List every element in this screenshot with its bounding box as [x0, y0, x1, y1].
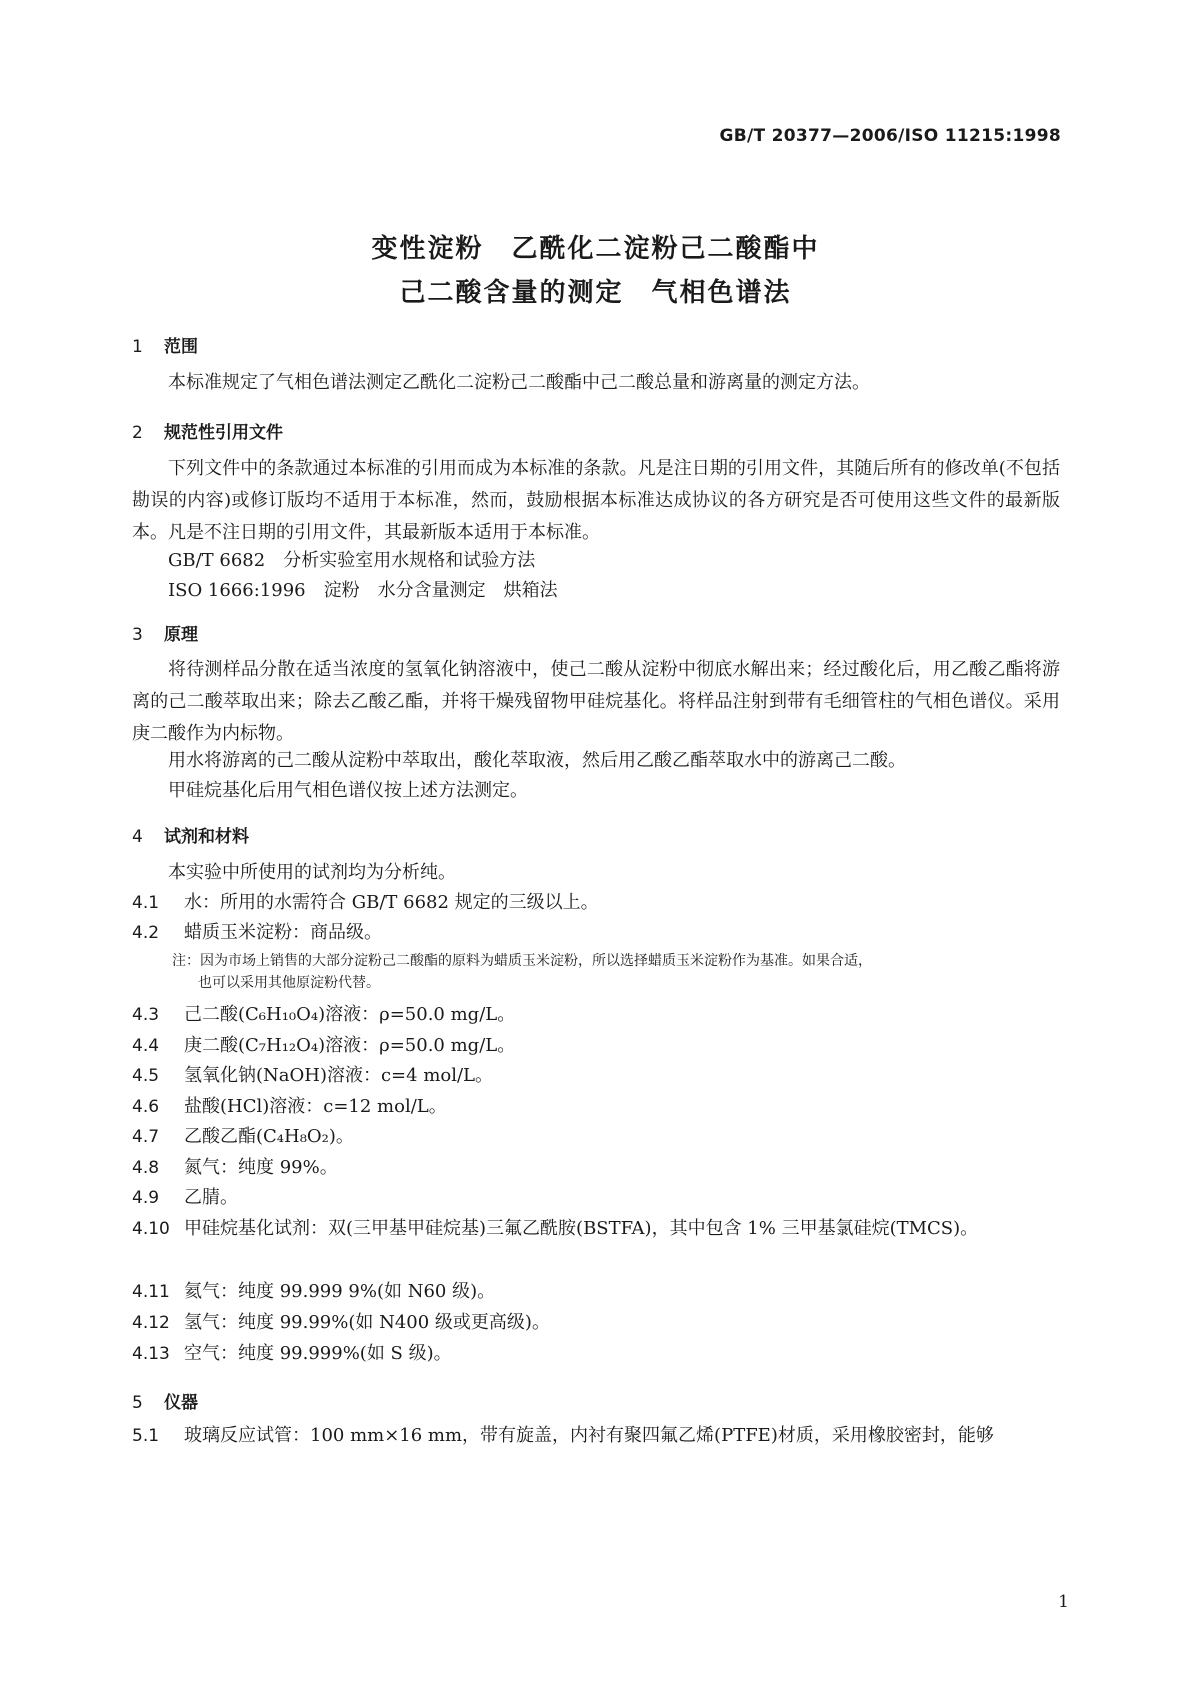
item-text: 氮气：纯度 99%。	[184, 1157, 338, 1178]
list-item	[132, 1060, 1060, 1092]
section-title: 原理	[164, 625, 198, 645]
list-item	[132, 1121, 1060, 1153]
section-number: 3	[132, 625, 143, 645]
list-item	[132, 1338, 1060, 1370]
list-item	[132, 1030, 1060, 1062]
section-heading-5	[132, 1388, 198, 1413]
list-item	[132, 1091, 1060, 1123]
item-text: 空气：纯度 99.999%(如 S 级)。	[184, 1343, 452, 1364]
item-number: 4.2	[132, 923, 160, 943]
section-title: 范围	[164, 337, 198, 357]
note	[172, 950, 1060, 994]
standard-code: GB/T 20377—2006/ISO 11215:1998	[719, 126, 1061, 146]
list-item	[132, 887, 1060, 919]
item-number: 4.9	[132, 1188, 160, 1208]
item-number: 4.10	[132, 1219, 170, 1239]
item-text: 玻璃反应试管：100 mm×16 mm，带有旋盖，内衬有聚四氟乙烯(PTFE)材质，采用橡胶密封，能够	[184, 1425, 994, 1446]
item-number: 4.6	[132, 1097, 160, 1117]
item-text: 水：所用的水需符合 GB/T 6682 规定的三级以上。	[184, 892, 599, 913]
item-text: 甲硅烷基化试剂：双(三甲基甲硅烷基)三氟乙酰胺(BSTFA)，其中包含 1% 三甲基氯硅烷(TMCS)。	[184, 1218, 979, 1239]
section-heading-4	[132, 822, 249, 847]
item-text: 乙酸乙酯(C₄H₈O₂)。	[184, 1126, 354, 1147]
document-title-line2: 己二酸含量的测定 气相色谱法	[399, 278, 792, 308]
section-number: 2	[132, 423, 143, 443]
section-number: 1	[132, 337, 143, 357]
note-line-2: 也可以采用其他原淀粉代替。	[198, 975, 380, 991]
list-item	[132, 1182, 1060, 1214]
section-number: 5	[132, 1393, 143, 1413]
section-3-paragraph-3: 甲硅烷基化后用气相色谱仪按上述方法测定。	[168, 780, 528, 801]
section-3-paragraph-2: 用水将游离的己二酸从淀粉中萃取出，酸化萃取液，然后用乙酸乙酯萃取水中的游离己二酸。	[168, 750, 906, 771]
item-text: 氢气：纯度 99.99%(如 N400 级或更高级)。	[184, 1312, 550, 1333]
item-text: 庚二酸(C₇H₁₂O₄)溶液：ρ=50.0 mg/L。	[184, 1035, 516, 1056]
item-number: 4.13	[132, 1344, 170, 1364]
document-title-line1: 变性淀粉 乙酰化二淀粉己二酸酯中	[371, 234, 820, 264]
section-3-paragraph-1: 将待测样品分散在适当浓度的氢氧化钠溶液中，使己二酸从淀粉中彻底水解出来；经过酸化后，用乙酸乙酯将游离的己二酸萃取出来；除去乙酸乙酯，并将干燥残留物甲硅烷基化。将样品注射到带有毛细管柱的气相色谱仪。采用庚二酸作为内标物。	[132, 659, 1060, 744]
section-title: 试剂和材料	[164, 827, 249, 847]
list-item	[132, 917, 1060, 949]
item-text: 氦气：纯度 99.999 9%(如 N60 级)。	[184, 1281, 496, 1302]
item-text: 氢氧化钠(NaOH)溶液：c=4 mol/L。	[184, 1065, 493, 1086]
section-title: 仪器	[164, 1393, 198, 1413]
item-text: 盐酸(HCl)溶液：c=12 mol/L。	[184, 1096, 447, 1117]
item-number: 4.11	[132, 1282, 170, 1302]
item-text: 乙腈。	[184, 1187, 238, 1208]
section-heading-3	[132, 620, 198, 645]
section-title: 规范性引用文件	[164, 423, 283, 443]
page-number: 1	[1058, 1592, 1069, 1612]
section-1-text: 本标准规定了气相色谱法测定乙酰化二淀粉己二酸酯中己二酸总量和游离量的测定方法。	[168, 372, 870, 393]
list-item	[132, 1213, 1060, 1245]
list-item	[132, 1307, 1060, 1339]
section-2-text: 下列文件中的条款通过本标准的引用而成为本标准的条款。凡是注日期的引用文件，其随后所有的修改单(不包括勘误的内容)或修订版均不适用于本标准，然而，鼓励根据本标准达成协议的各方研究是否可使用这些文件的最新版本。凡是不注日期的引用文件，其最新版本适用于本标准。	[132, 458, 1060, 543]
section-heading-2	[132, 418, 283, 443]
section-heading-1	[132, 332, 198, 357]
normative-reference-2: ISO 1666:1996 淀粉 水分含量测定 烘箱法	[168, 580, 558, 601]
section-4-intro: 本实验中所使用的试剂均为分析纯。	[168, 862, 456, 883]
item-number: 4.3	[132, 1005, 160, 1025]
item-number: 4.12	[132, 1313, 170, 1333]
item-text: 己二酸(C₆H₁₀O₄)溶液：ρ=50.0 mg/L。	[184, 1004, 516, 1025]
item-number: 4.5	[132, 1066, 160, 1086]
list-item	[132, 1152, 1060, 1184]
item-number: 4.7	[132, 1127, 160, 1147]
item-number: 5.1	[132, 1426, 160, 1446]
item-number: 4.1	[132, 893, 160, 913]
list-item	[132, 1276, 1060, 1308]
item-number: 4.8	[132, 1158, 160, 1178]
list-item	[132, 999, 1060, 1031]
note-line-1: 注：因为市场上销售的大部分淀粉己二酸酯的原料为蜡质玉米淀粉，所以选择蜡质玉米淀粉作为基准。如果合适，	[172, 953, 872, 969]
section-number: 4	[132, 827, 143, 847]
normative-reference-1: GB/T 6682 分析实验室用水规格和试验方法	[168, 550, 536, 571]
list-item	[132, 1420, 1060, 1452]
item-number: 4.4	[132, 1036, 160, 1056]
item-text: 蜡质玉米淀粉：商品级。	[184, 922, 382, 943]
